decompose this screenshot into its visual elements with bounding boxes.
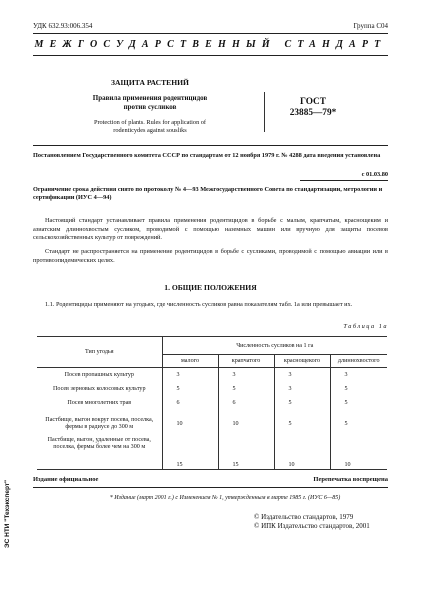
header-land-type: Тип угодья — [37, 337, 162, 368]
side-stamp: ЭС НТИ "Техэксперт" — [4, 479, 11, 548]
standard-banner: МЕЖГОСУДАРСТВЕННЫЙ СТАНДАРТ — [34, 39, 387, 50]
cell-value: 5 — [274, 396, 330, 410]
cell-value: 6 — [162, 396, 218, 410]
english-title — [50, 119, 250, 135]
cell-value: 10 — [218, 410, 274, 437]
udk-code: УДК 632.93:006.354 — [33, 22, 93, 30]
header-density-group: Численность сусликов на 1 га — [162, 337, 387, 355]
clause-1-1: 1.1. Родентициды применяют на угодьях, где численность сусликов равна показателям табл. 1а или превышает их. — [45, 301, 353, 308]
cell-value: 3 — [274, 368, 330, 383]
title-line-2: против сусликов — [123, 103, 177, 111]
cell-value: 3 — [162, 368, 218, 383]
cell-value: 5 — [330, 410, 387, 437]
title-separator — [264, 92, 265, 132]
header-red-cheeked: краснощекого — [274, 355, 330, 368]
document-title — [50, 94, 250, 112]
cell-value: 5 — [218, 382, 274, 396]
english-line-1: Protection of plants. Rules for application of — [93, 119, 207, 126]
table-row — [37, 396, 387, 410]
date-rule — [300, 180, 388, 181]
cell-value: 10 — [162, 410, 218, 437]
table-caption: Таблица 1а — [343, 323, 388, 330]
banner-rule — [33, 55, 388, 56]
cell-value: 10 — [330, 437, 387, 470]
table-row — [37, 410, 387, 437]
section-heading: 1. ОБЩИЕ ПОЛОЖЕНИЯ — [164, 283, 257, 292]
row-label: Посев пропашных культур — [64, 371, 134, 378]
cell-value: 5 — [162, 382, 218, 396]
footer-rule — [33, 487, 388, 488]
cell-value: 3 — [218, 368, 274, 383]
row-label: Пастбище, выгон вокруг посева, поселка, фермы в радиусе до 300 м — [45, 416, 154, 430]
copyright-block — [254, 513, 370, 531]
table-row — [37, 368, 387, 383]
effective-date: с 01.03.80 — [361, 171, 388, 178]
header-long-tailed: длиннохвостого — [330, 355, 387, 368]
official-edition: Издание официальное — [33, 476, 99, 483]
cell-value: 15 — [162, 437, 218, 470]
english-line-2: rodenticydes against sousliks — [113, 127, 187, 134]
decree-text: Постановлением Государственного комитета СССР по стандартам от 12 ноября 1979 г. № 4288 дата введения установлена — [33, 152, 381, 159]
gost-number — [278, 97, 348, 119]
copyright-1979: © Издательство стандартов, 1979 — [254, 513, 354, 521]
reprint-notice: Перепечатка воспрещена — [313, 476, 388, 483]
density-table — [37, 336, 387, 470]
top-rule — [33, 33, 388, 34]
header-small: малого — [162, 355, 218, 368]
cell-value: 10 — [274, 437, 330, 470]
header-speckled: крапчатого — [218, 355, 274, 368]
row-label: Посев зерновых колосовых культур — [52, 385, 146, 392]
row-label: Пастбище, выгон, удаленные от посева, поселка, фермы более чем на 300 м — [37, 437, 162, 470]
cell-value: 5 — [330, 396, 387, 410]
decree-rule — [33, 145, 388, 146]
group-code: Группа С04 — [353, 22, 388, 30]
cell-value: 3 — [274, 382, 330, 396]
cell-value: 5 — [274, 410, 330, 437]
cell-value: 15 — [218, 437, 274, 470]
category-title: ЗАЩИТА РАСТЕНИЙ — [111, 78, 189, 87]
table-row — [37, 437, 387, 470]
limit-text: Ограничение срока действия снято по протоколу № 4—93 Межгосударственного Совета по стандартизации, метрологии и сертификации (ИУС 4—94) — [33, 186, 383, 202]
table-row — [37, 382, 387, 396]
scope-paragraph: Стандарт не распространяется на применение родентицидов в борьбе с сусликами, проводимой с помощью авиации или в противоэпидемических целях. — [33, 248, 388, 264]
cell-value: 6 — [218, 396, 274, 410]
intro-paragraph: Настоящий стандарт устанавливает правила применения родентицидов в борьбе с малым, крапчатым, краснощеким и азиатским длиннохвостым сусликом, проводимой с помощью наземных машин или вручную для защиты посевов сельскохозяйственных культур от повреждений. — [33, 217, 388, 242]
copyright-2001: © ИПК Издательство стандартов, 2001 — [254, 522, 370, 530]
edition-note: * Издание (март 2001 г.) с Изменением № 1, утвержденным в марте 1985 г. (ИУС 6—85) — [109, 495, 341, 501]
gost-code: 23885—79* — [289, 108, 337, 118]
gost-label: ГОСТ — [300, 97, 326, 107]
cell-value: 3 — [330, 368, 387, 383]
title-line-1: Правила применения родентицидов — [92, 94, 208, 102]
cell-value: 5 — [330, 382, 387, 396]
row-label: Посев многолетних трав — [67, 399, 132, 406]
